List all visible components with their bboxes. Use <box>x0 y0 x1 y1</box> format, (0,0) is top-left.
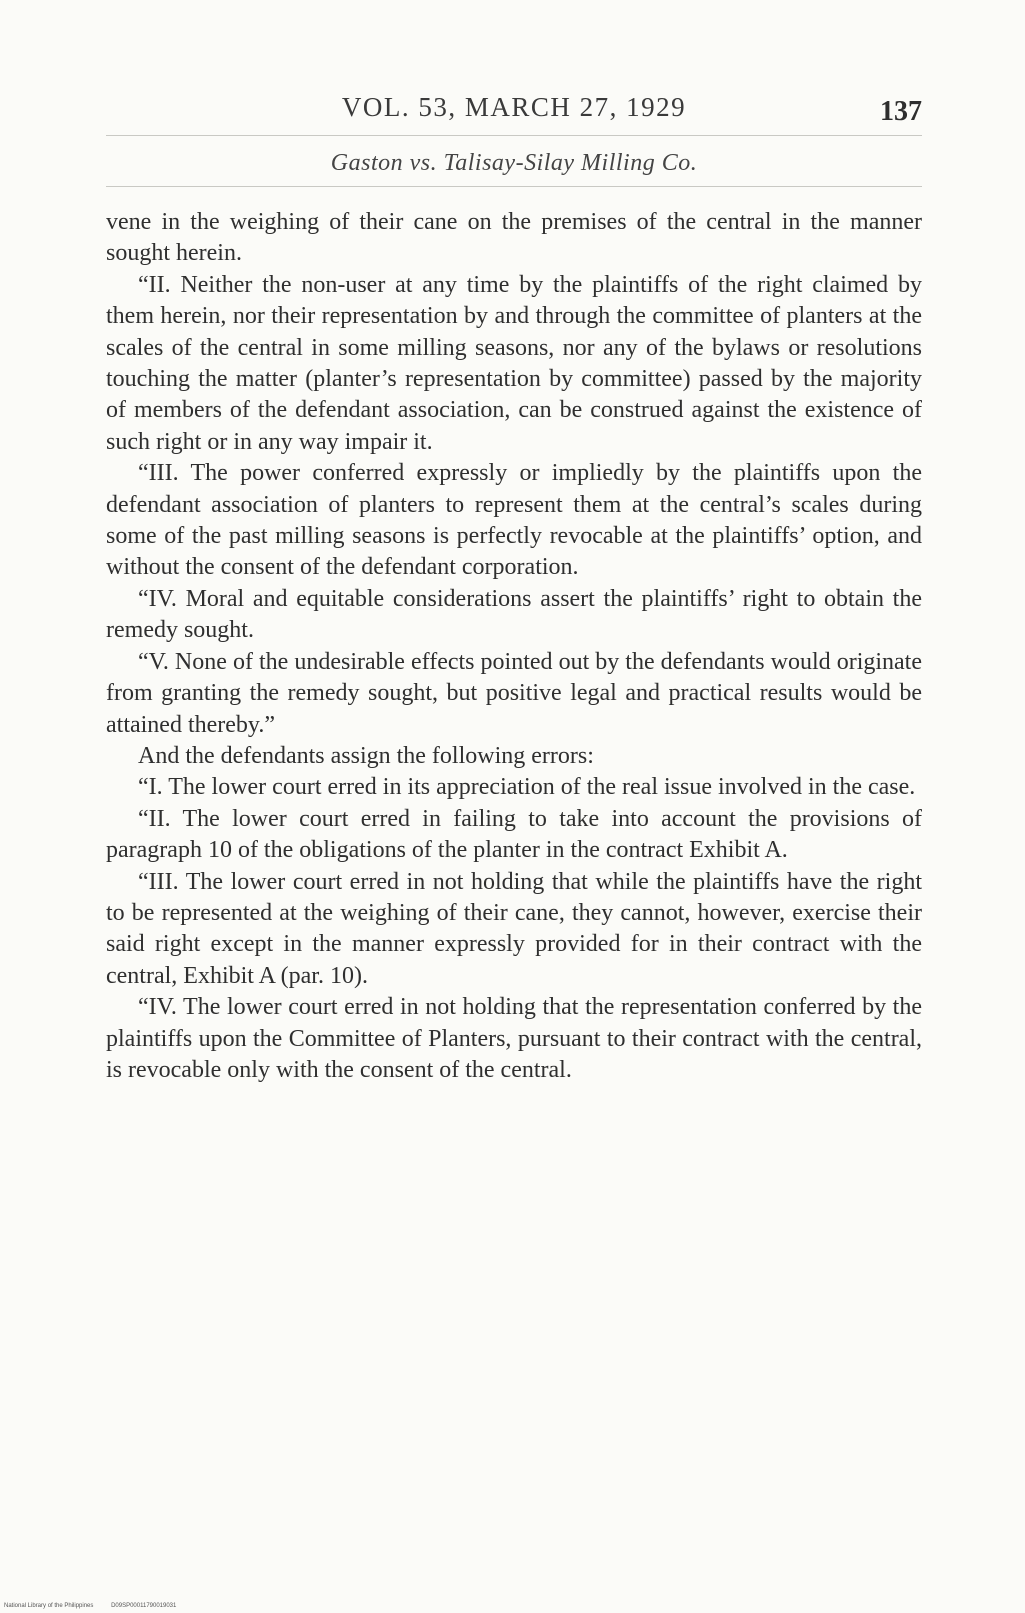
paragraph: “IV. The lower court erred in not holding that the representation conferred by the plaintiffs upon the Committee of Planters, pursuant to their contract with the central, is revocable only with the consent of the central. <box>106 994 922 1083</box>
paragraph: vene in the weighing of their cane on the premises of the central in the manner sought herein. <box>106 209 922 267</box>
paragraph: “I. The lower court erred in its appreciation of the real issue involved in the case. <box>138 774 916 801</box>
footer-library: National Library of the Philippines <box>4 1603 94 1609</box>
body-text <box>106 207 922 1086</box>
paragraph: “V. None of the undesirable effects pointed out by the defendants would originate from granting the remedy sought, but positive legal and practical results would be attained thereby.” <box>106 648 922 738</box>
footer-identifier: D09SP00011790019031 <box>111 1603 177 1609</box>
volume-date-line: VOL. 53, MARCH 27, 1929 <box>341 92 687 122</box>
paragraph: “III. The power conferred expressly or impliedly by the plaintiffs upon the defendant association of planters to represent them at the central’s scales during some of the past milling seasons is perfectly revocable at the plaintiffs’ option, and without the consent of the defendant corporation. <box>106 460 922 581</box>
paragraph: “III. The lower court erred in not holding that while the plaintiffs have the right to be represented at the weighing of their cane, they cannot, however, exercise their said right except in the manner expressly provided for in their contract with the central, Exhibit A (par. 10). <box>106 868 922 989</box>
paragraph: “IV. Moral and equitable considerations assert the plaintiffs’ right to obtain the remedy sought. <box>106 585 922 644</box>
paragraph: “II. Neither the non-user at any time by the plaintiffs of the right claimed by them herein, nor their representation by and through the committee of planters at the scales of the central in some milling seasons, nor any of the bylaws or resolutions touching the matter (planter’s representation by committee) passed by the majority of members of the defendant association, can be construed against the existence of such right or in any way impair it. <box>106 271 922 455</box>
case-title: Gaston vs. Talisay-Silay Milling Co. <box>330 150 698 176</box>
running-head <box>106 92 922 132</box>
header-divider <box>106 135 922 136</box>
paragraph: “II. The lower court erred in failing to take into account the provisions of paragraph 10 of the obligations of the planter in the contract Exhibit A. <box>106 805 922 864</box>
paragraph: And the defendants assign the following errors: <box>138 742 594 769</box>
scan-footer <box>4 1603 192 1609</box>
title-divider <box>106 186 922 187</box>
page-number: 137 <box>880 96 922 127</box>
